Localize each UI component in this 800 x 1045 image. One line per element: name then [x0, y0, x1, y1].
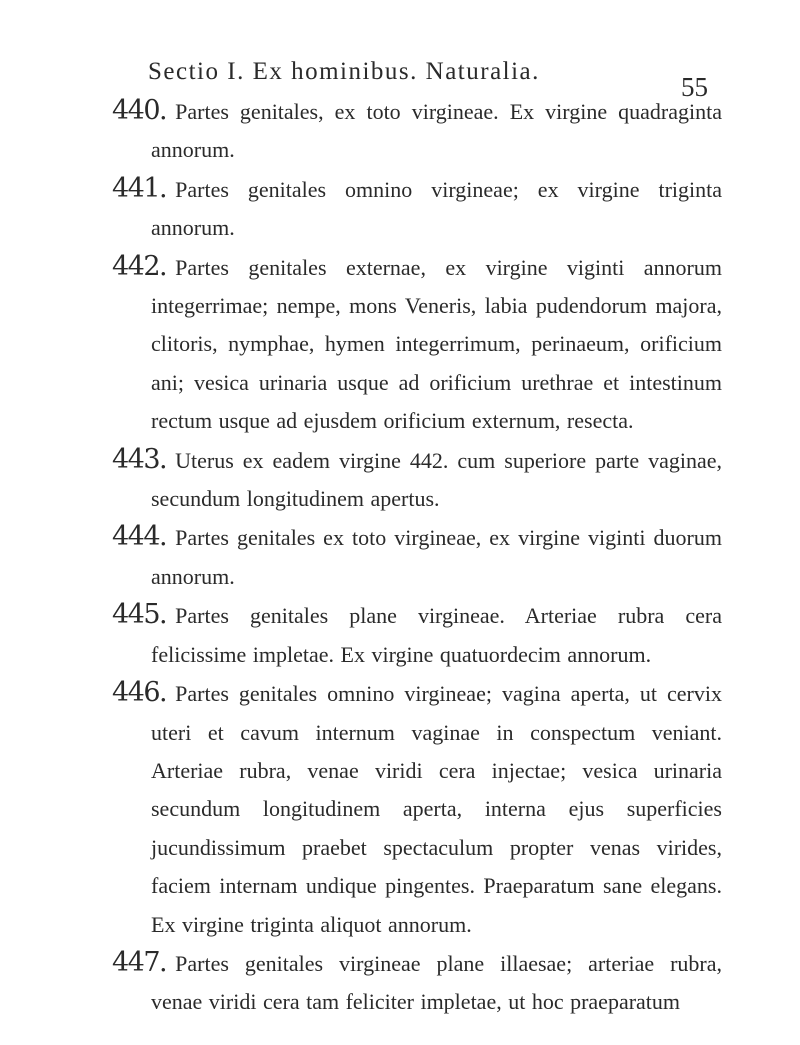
- page-number: 55: [681, 72, 708, 102]
- catalogue-entry-441: [112, 170, 722, 248]
- entry-number: 447.: [112, 946, 167, 978]
- entry-number: 442.: [112, 250, 167, 282]
- running-title: Sectio I. Ex hominibus. Naturalia.: [148, 58, 540, 85]
- catalogue-entry-440: [112, 92, 722, 170]
- entry-number: 444.: [112, 521, 167, 553]
- entry-text: Partes genitales virgineae plane illaesae; arteriae rubra, venae viridi cera tam feliciter impletae, ut hoc praeparatum: [151, 950, 722, 1015]
- entry-text: Partes genitales externae, ex virgine viginti annorum integerrimae; nempe, mons Veneris, labia pudendorum majora, clitoris, nymphae, hymen integerrimum, perinaeum, orificium ani; vesica urinaria usque ad orificium urethrae et intestinum rectum usque ad ejusdem orificium externum, resecta.: [151, 254, 722, 434]
- catalogue-entries: [112, 92, 722, 1022]
- catalogue-entry-443: [112, 441, 722, 519]
- catalogue-entry-444: [112, 518, 722, 596]
- entry-text: Partes genitales omnino virgineae; vagina aperta, ut cervix uteri et cavum internum vaginae in conspectum veniant. Arteriae rubra, venae viridi cera injectae; vesica urinaria secundum longitudinem aperta, interna ejus superficies jucundissimum praebet spectaculum propter venas virides, faciem internam undique pingentes. Praeparatum sane elegans. Ex virgine triginta aliquot annorum.: [151, 681, 722, 937]
- entry-number: 446.: [112, 677, 167, 709]
- entry-number: 443.: [112, 443, 167, 475]
- entry-number: 441.: [112, 172, 167, 204]
- entry-text: Uterus ex eadem virgine 442. cum superiore parte vaginae, secundum longitudinem apertus.: [151, 447, 722, 512]
- entry-number: 440.: [112, 95, 167, 126]
- catalogue-entry-447: [112, 944, 722, 1022]
- entry-number: 445.: [112, 599, 167, 631]
- catalogue-entry-445: [112, 596, 722, 674]
- catalogue-entry-442: [112, 248, 722, 441]
- entry-text: Partes genitales, ex toto virgineae. Ex virgine quadraginta annorum.: [151, 99, 722, 163]
- entry-text: Partes genitales omnino virgineae; ex virgine triginta annorum.: [151, 176, 722, 241]
- entry-text: Partes genitales ex toto virgineae, ex virgine viginti duorum annorum.: [151, 525, 722, 589]
- entry-text: Partes genitales plane virgineae. Arteriae rubra cera felicissime impletae. Ex virgine quatuordecim annorum.: [151, 603, 722, 667]
- catalogue-entry-446: [112, 674, 722, 944]
